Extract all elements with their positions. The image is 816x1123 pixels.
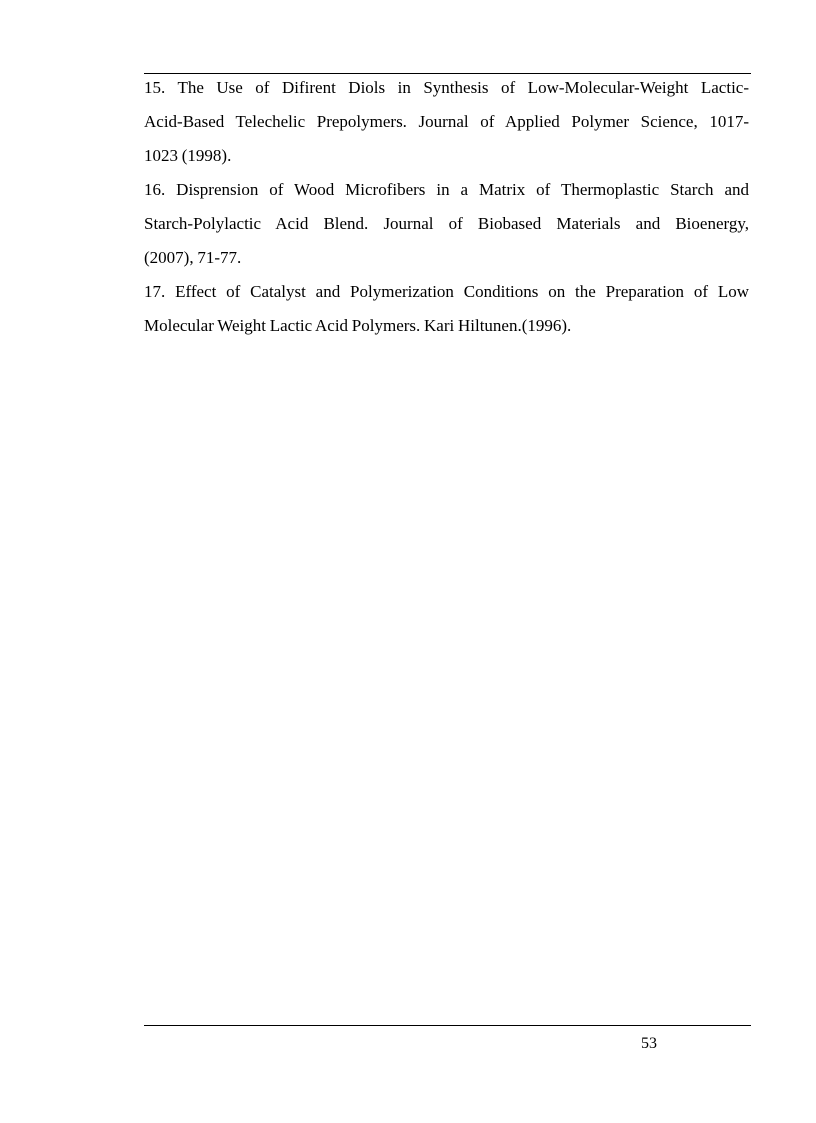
reference-15 (144, 71, 749, 173)
page-number: 53 (641, 1035, 657, 1052)
reference-line: 1023 (1998). (144, 146, 232, 165)
reference-17 (144, 275, 749, 343)
reference-list (144, 71, 749, 343)
reference-line: 16. Disprension of Wood Microfibers in a Matrix of Thermoplastic Starch and (144, 180, 749, 199)
reference-line: 17. Effect of Catalyst and Polymerization Conditions on the Preparation of Low (144, 282, 749, 301)
reference-line: Molecular Weight Lactic Acid Polymers. Kari Hiltunen.(1996). (144, 316, 572, 335)
footer-rule (144, 1025, 751, 1026)
reference-16 (144, 173, 749, 275)
reference-line: 15. The Use of Difirent Diols in Synthesis of Low-Molecular-Weight Lactic- (144, 78, 749, 97)
reference-line: Acid-Based Telechelic Prepolymers. Journal of Applied Polymer Science, 1017- (144, 112, 749, 131)
reference-line: Starch-Polylactic Acid Blend. Journal of Biobased Materials and Bioenergy, (144, 214, 749, 233)
reference-line: (2007), 71-77. (144, 248, 242, 267)
